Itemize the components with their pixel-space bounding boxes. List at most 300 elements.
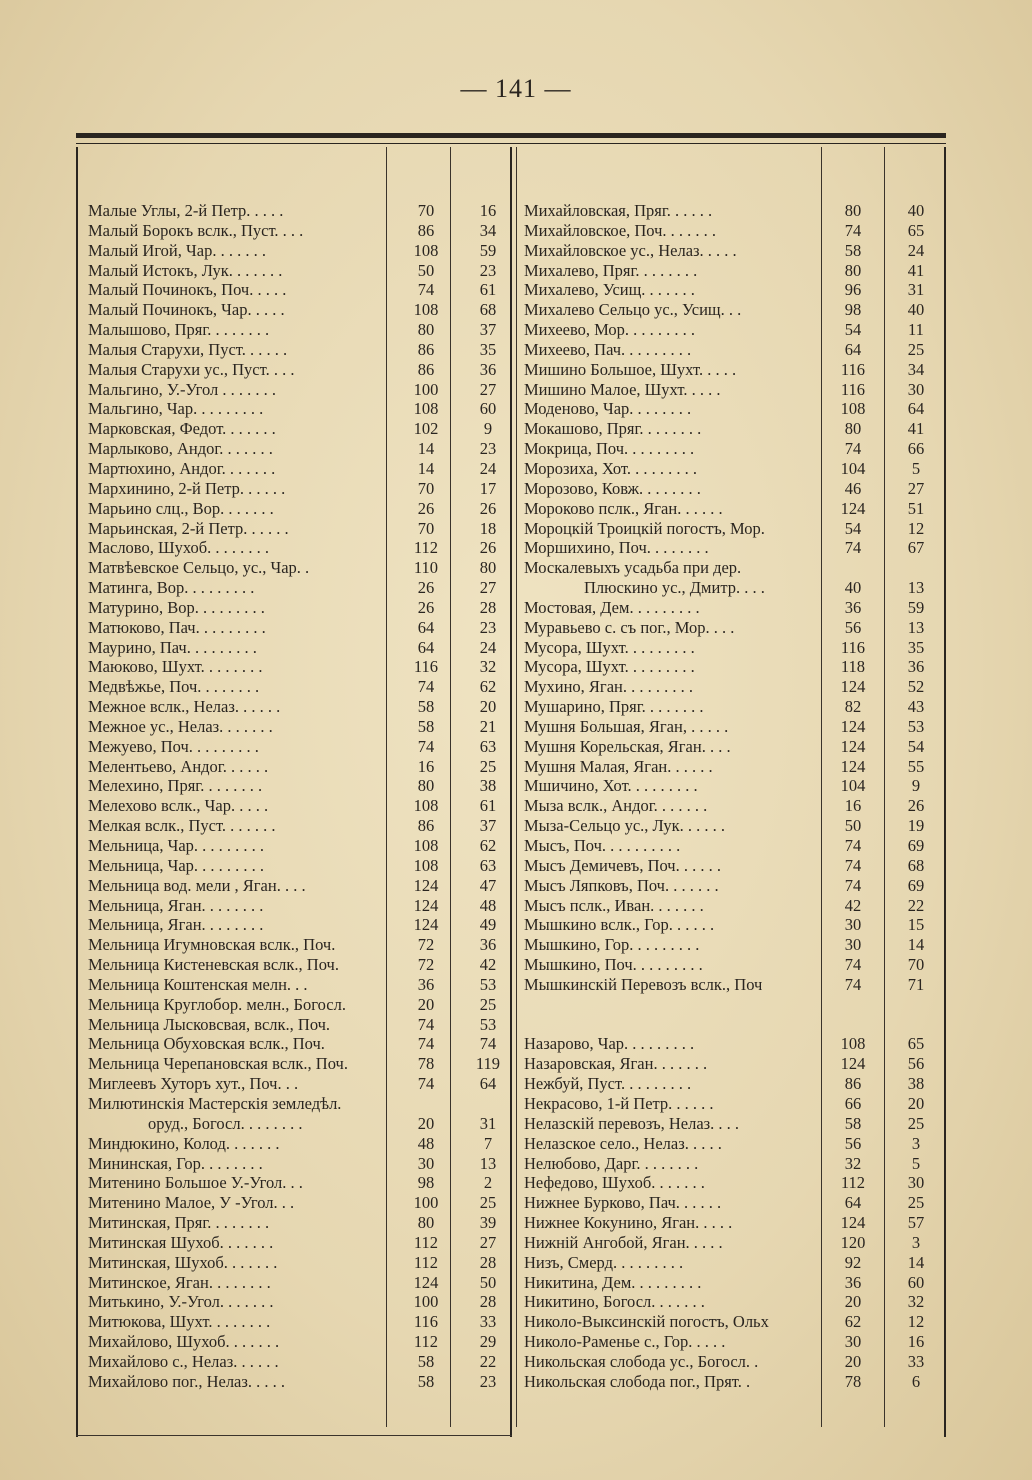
place-name: Марьино слц., Вор. . . . . . . — [88, 498, 274, 518]
place-name: Михалево, Пряг. . . . . . . . — [524, 260, 698, 280]
page-ref: 74 — [417, 280, 435, 300]
place-name: Маюково, Шухт. . . . . . . . — [88, 657, 263, 677]
entry-number: 32 — [479, 657, 497, 677]
entry-number: 62 — [479, 836, 497, 855]
page-ref: 72 — [417, 935, 435, 955]
entry-number: 11 — [908, 320, 924, 340]
entry-number: 27 — [479, 578, 497, 598]
entry-number: 24 — [907, 240, 925, 260]
page-ref: 124 — [413, 915, 439, 935]
place-name: Михайловская, Пряг. . . . . . — [524, 201, 713, 220]
place-name: Мушня Корельская, Яган. . . . — [524, 736, 731, 756]
page-ref: 120 — [840, 1232, 866, 1252]
page-ref: 70 — [417, 478, 435, 498]
place-name: Мелкая вслк., Пуст. . . . . . . — [88, 816, 276, 836]
place-name: Митенино Малое, У -Угол. . . — [88, 1193, 295, 1213]
page-ref: 116 — [840, 379, 866, 399]
place-name: Мысъ, Поч. . . . . . . . . . — [524, 836, 681, 855]
page-ref: 74 — [844, 875, 862, 895]
entry-number: 5 — [911, 1153, 921, 1173]
place-name: Нелюбово, Дарг. . . . . . . . — [524, 1153, 699, 1173]
page-ref: 100 — [413, 1193, 439, 1213]
page-ref: 112 — [413, 1232, 439, 1252]
place-name: Мостовая, Дем. . . . . . . . . — [524, 597, 700, 617]
page-ref: 86 — [417, 339, 435, 359]
place-name: Митенино Большое У.-Угол. . . — [88, 1173, 303, 1193]
page-ref: 14 — [417, 458, 435, 478]
entry-number: 63 — [479, 855, 497, 875]
place-name: Нижнее Кокунино, Яган. . . . . — [524, 1213, 733, 1233]
page-ref: 102 — [413, 419, 439, 439]
page-ref: 124 — [413, 895, 439, 915]
entry-number: 29 — [479, 1332, 497, 1352]
entry-number: 34 — [479, 220, 497, 240]
place-name: Низъ, Смерд. . . . . . . . . — [524, 1252, 684, 1272]
entry-number: 41 — [907, 260, 925, 280]
entry-number: 35 — [907, 637, 925, 657]
entry-number: 33 — [479, 1312, 497, 1332]
entry-number: 13 — [479, 1153, 497, 1173]
page-ref: 112 — [840, 1173, 866, 1193]
place-name: Митинская Шухоб. . . . . . . — [88, 1232, 274, 1252]
entry-number: 60 — [479, 399, 497, 419]
place-name: Мельница Игумновская вслк., Поч. — [88, 935, 336, 955]
entry-number: 16 — [479, 201, 497, 220]
place-name: Мокашово, Пряг. . . . . . . . — [524, 419, 702, 439]
page-ref: 100 — [413, 379, 439, 399]
page-ref: 50 — [844, 816, 862, 836]
page-ref: 110 — [413, 558, 439, 578]
place-name: Михеево, Пач. . . . . . . . . — [524, 339, 692, 359]
top-rule-thick — [76, 133, 946, 138]
column-divider — [821, 147, 822, 1427]
page-ref: 78 — [417, 1054, 435, 1074]
place-name: Межное вслк., Нелаз. . . . . . — [88, 697, 281, 717]
entry-number: 13 — [907, 617, 925, 637]
place-name: Михайлово, Шухоб. . . . . . . — [88, 1332, 280, 1352]
page-ref: 124 — [413, 1272, 439, 1292]
place-name: Межуево, Поч. . . . . . . . . — [88, 736, 259, 756]
entry-number: 60 — [907, 1272, 925, 1292]
page-ref: 58 — [417, 1351, 435, 1371]
page-ref: 124 — [840, 1213, 866, 1233]
place-name: Мысъ Демичевъ, Поч. . . . . . — [524, 855, 721, 875]
entry-number: 53 — [479, 974, 497, 994]
entry-number: 37 — [479, 320, 497, 340]
entry-number: 27 — [907, 478, 925, 498]
entry-number: 59 — [479, 240, 497, 260]
page-ref: 108 — [413, 240, 439, 260]
page-ref: 104 — [840, 458, 866, 478]
page-ref: 72 — [417, 955, 435, 975]
page-ref: 74 — [844, 439, 862, 459]
entry-number: 59 — [907, 597, 925, 617]
page-ref: 86 — [417, 359, 435, 379]
top-rule-thin — [76, 143, 946, 144]
place-name: Марковская, Федот. . . . . . . — [88, 419, 276, 439]
index-table — [76, 133, 946, 1439]
page-ref: 124 — [840, 498, 866, 518]
place-name: Мишино Большое, Шухт. . . . . — [524, 359, 737, 379]
place-name: Мельница Кистеневская вслк., Поч. — [88, 955, 339, 975]
entry-number: 2 — [483, 1173, 493, 1193]
column-divider — [884, 147, 885, 1427]
entry-number: 30 — [907, 379, 925, 399]
entry-number: 23 — [479, 1371, 497, 1391]
page-ref: 124 — [413, 875, 439, 895]
place-name: Мальгино, Чар. . . . . . . . . — [88, 399, 264, 419]
entry-number: 24 — [479, 637, 497, 657]
entry-number: 65 — [907, 220, 925, 240]
entry-number: 12 — [907, 518, 925, 538]
place-name: Малый Игой, Чар. . . . . . . — [88, 240, 266, 260]
place-name: Мышкинскій Перевозъ вслк., Поч — [524, 974, 763, 994]
place-name: Мусора, Шухт. . . . . . . . . — [524, 637, 695, 657]
entry-number: 23 — [479, 439, 497, 459]
entry-number: 20 — [479, 697, 497, 717]
page-ref: 124 — [840, 1054, 866, 1074]
page-ref: 74 — [417, 736, 435, 756]
page-ref: 30 — [844, 935, 862, 955]
entry-number: 27 — [479, 379, 497, 399]
entry-number: 23 — [479, 617, 497, 637]
entry-number: 55 — [907, 756, 925, 776]
entry-number: 80 — [479, 558, 497, 578]
entry-number: 51 — [907, 498, 925, 518]
page-ref: 40 — [844, 578, 862, 598]
entry-number: 5 — [911, 458, 921, 478]
page-ref: 112 — [413, 538, 439, 558]
page-ref: 48 — [417, 1133, 435, 1153]
entry-number: 43 — [907, 697, 925, 717]
entry-number: 40 — [907, 300, 925, 320]
place-name: Нижнее Бурково, Пач. . . . . . — [524, 1193, 722, 1213]
entry-number: 70 — [907, 955, 925, 975]
page-ref: 124 — [840, 756, 866, 776]
place-name: Мысъ Ляпковъ, Поч. . . . . . . — [524, 875, 719, 895]
page-ref: 100 — [413, 1292, 439, 1312]
entry-number: 50 — [479, 1272, 497, 1292]
place-name: Межное ус., Нелаз. . . . . . . — [88, 716, 273, 736]
place-name: Мысъ пслк., Иван. . . . . . . — [524, 895, 704, 915]
page-ref: 86 — [417, 220, 435, 240]
page-ref: 54 — [844, 320, 862, 340]
entry-number: 30 — [907, 1173, 925, 1193]
entry-number: 65 — [907, 1034, 925, 1054]
entry-number: 25 — [907, 1193, 925, 1213]
page-ref: 64 — [844, 339, 862, 359]
entry-number: 74 — [479, 1034, 497, 1054]
page-ref: 98 — [844, 300, 862, 320]
place-name: Муравьево с. съ пог., Мор. . . . — [524, 617, 735, 637]
page-ref: 80 — [417, 320, 435, 340]
entry-number: 17 — [479, 478, 497, 498]
page-ref: 54 — [844, 518, 862, 538]
page-ref: 74 — [844, 836, 862, 855]
place-name: Малыя Старухи ус., Пуст. . . . — [88, 359, 295, 379]
entry-number: 48 — [479, 895, 497, 915]
entry-number: 35 — [479, 339, 497, 359]
page-ref: 124 — [840, 716, 866, 736]
page-ref: 74 — [844, 955, 862, 975]
page-ref: 70 — [417, 518, 435, 538]
entry-number: 36 — [479, 935, 497, 955]
page-ref: 108 — [413, 855, 439, 875]
place-name: Мартюхино, Андог. . . . . . . — [88, 458, 276, 478]
entry-number: 67 — [907, 538, 925, 558]
page-ref: 92 — [844, 1252, 862, 1272]
place-name: Мыза-Сельцо ус., Лук. . . . . . — [524, 816, 725, 836]
place-name: оруд., Богосл. . . . . . . . — [148, 1113, 303, 1133]
entry-number: 32 — [907, 1292, 925, 1312]
page-ref: 112 — [413, 1252, 439, 1272]
page-ref: 30 — [844, 1332, 862, 1352]
place-name: Мелентьево, Андог. . . . . . — [88, 756, 269, 776]
place-name: Малый Починокъ, Поч. . . . . — [88, 280, 287, 300]
page-ref: 56 — [844, 1133, 862, 1153]
page-ref: 26 — [417, 597, 435, 617]
place-name: Малышово, Пряг. . . . . . . . — [88, 320, 270, 340]
place-name: Моршихино, Поч. . . . . . . . — [524, 538, 709, 558]
entry-number: 28 — [479, 1292, 497, 1312]
place-name: Матинга, Вор. . . . . . . . . — [88, 578, 255, 598]
entry-number: 14 — [907, 935, 925, 955]
place-name: Мышкино, Гор. . . . . . . . . — [524, 935, 700, 955]
entry-number: 25 — [479, 994, 497, 1014]
entry-number: 42 — [479, 955, 497, 975]
entry-number: 26 — [907, 796, 925, 816]
place-name: Нелазское село., Нелаз. . . . . — [524, 1133, 722, 1153]
page-ref: 74 — [844, 538, 862, 558]
page-ref: 108 — [840, 399, 866, 419]
page-ref: 16 — [844, 796, 862, 816]
entry-number: 53 — [479, 1014, 497, 1034]
entry-number: 28 — [479, 597, 497, 617]
entry-number: 36 — [907, 657, 925, 677]
place-name: Мельница вод. мели , Яган. . . . — [88, 875, 306, 895]
page-ref: 124 — [840, 736, 866, 756]
page-ref: 66 — [844, 1093, 862, 1113]
table-left-border — [76, 147, 78, 1437]
entry-number: 25 — [479, 1193, 497, 1213]
entry-number: 66 — [907, 439, 925, 459]
page-ref: 108 — [413, 399, 439, 419]
place-name: Морозиха, Хот. . . . . . . . . — [524, 458, 697, 478]
page-ref: 80 — [417, 776, 435, 796]
place-name: Малые Углы, 2-й Петр. . . . . — [88, 201, 284, 220]
place-name: Никитина, Дем. . . . . . . . . — [524, 1272, 702, 1292]
place-name: Маурино, Пач. . . . . . . . . — [88, 637, 257, 657]
place-name: Моденово, Чар. . . . . . . . — [524, 399, 692, 419]
place-name: Марьинская, 2-й Петр. . . . . . — [88, 518, 289, 538]
place-name: Мелехино, Пряг. . . . . . . . — [88, 776, 263, 796]
page-ref: 36 — [844, 597, 862, 617]
page-ref: 74 — [844, 974, 862, 994]
entry-number: 68 — [479, 300, 497, 320]
place-name: Мининская, Гор. . . . . . . . — [88, 1153, 263, 1173]
place-name: Мушарино, Пряг. . . . . . . . — [524, 697, 704, 717]
place-name: Мелехово вслк., Чар. . . . . — [88, 796, 269, 816]
page-ref: 58 — [417, 1371, 435, 1391]
page-ref: 58 — [844, 240, 862, 260]
place-name: Малый Борокъ вслк., Пуст. . . . — [88, 220, 304, 240]
entry-number: 62 — [479, 677, 497, 697]
page-ref: 50 — [417, 260, 435, 280]
entry-number: 33 — [907, 1351, 925, 1371]
place-name: Москалевыхъ усадьба при дер. — [524, 558, 742, 578]
page-ref: 20 — [844, 1351, 862, 1371]
place-name: Мороцкій Троицкій погостъ, Мор. — [524, 518, 765, 538]
place-name: Мельница Коштенская мелн. . . — [88, 974, 308, 994]
place-name: Нежбуй, Пуст. . . . . . . . . — [524, 1074, 692, 1094]
page-ref: 108 — [413, 300, 439, 320]
entry-number: 69 — [907, 836, 925, 855]
page-ref: 112 — [413, 1332, 439, 1352]
place-name: Некрасово, 1-й Петр. . . . . . — [524, 1093, 714, 1113]
place-name: Мороково пслк., Яган. . . . . . — [524, 498, 723, 518]
entry-number: 31 — [479, 1113, 497, 1133]
page-ref: 58 — [417, 716, 435, 736]
place-name: Михалево Сельцо ус., Усищ. . . — [524, 300, 742, 320]
place-name: Мышкино, Поч. . . . . . . . . — [524, 955, 703, 975]
page-ref: 42 — [844, 895, 862, 915]
place-name: Нижній Ангобой, Яган. . . . . — [524, 1232, 723, 1252]
entry-number: 54 — [907, 736, 925, 756]
entry-number: 14 — [907, 1252, 925, 1272]
place-name: Никитино, Богосл. . . . . . . — [524, 1292, 705, 1312]
entry-number: 9 — [483, 419, 493, 439]
entry-number: 26 — [479, 538, 497, 558]
place-name: Матурино, Вор. . . . . . . . . — [88, 597, 265, 617]
page-ref: 32 — [844, 1153, 862, 1173]
place-name: Мельница, Яган. . . . . . . . — [88, 895, 264, 915]
page-ref: 64 — [417, 617, 435, 637]
place-name: Мыза вслк., Андог. . . . . . . — [524, 796, 708, 816]
entry-number: 61 — [479, 280, 497, 300]
entry-number: 3 — [911, 1133, 921, 1153]
entry-number: 39 — [479, 1213, 497, 1233]
page-ref: 116 — [413, 657, 439, 677]
entry-number: 23 — [479, 260, 497, 280]
place-name: Михайловское ус., Нелаз. . . . . — [524, 240, 737, 260]
entry-number: 38 — [907, 1074, 925, 1094]
entry-number: 24 — [479, 458, 497, 478]
place-name: Николо-Выксинскій погостъ, Ольх — [524, 1312, 769, 1332]
entry-number: 63 — [479, 736, 497, 756]
place-name: Мшичино, Хот. . . . . . . . . — [524, 776, 698, 796]
entry-number: 31 — [907, 280, 925, 300]
place-name: Мельница, Яган. . . . . . . . — [88, 915, 264, 935]
page-ref: 62 — [844, 1312, 862, 1332]
entry-number: 40 — [907, 201, 925, 220]
entry-number: 47 — [479, 875, 497, 895]
place-name: Маслово, Шухоб. . . . . . . . — [88, 538, 270, 558]
entry-number: 15 — [907, 915, 925, 935]
page-ref: 14 — [417, 439, 435, 459]
entry-number: 41 — [907, 419, 925, 439]
entry-number: 53 — [907, 716, 925, 736]
place-name: Никольская слобода ус., Богосл. . — [524, 1351, 759, 1371]
entry-number: 16 — [907, 1332, 925, 1352]
page-ref: 74 — [417, 677, 435, 697]
page-ref: 86 — [417, 816, 435, 836]
place-name: Мушня Малая, Яган. . . . . . — [524, 756, 713, 776]
place-name: Митинская, Шухоб. . . . . . . — [88, 1252, 278, 1272]
place-name: Матвѣевское Сельцо, ус., Чар. . — [88, 558, 310, 578]
entry-number: 20 — [907, 1093, 925, 1113]
page-ref: 70 — [417, 201, 435, 220]
entry-number: 56 — [907, 1054, 925, 1074]
page-ref: 80 — [844, 201, 862, 220]
entry-number: 69 — [907, 875, 925, 895]
place-name: Морозово, Ковж. . . . . . . . — [524, 478, 701, 498]
entry-number: 36 — [479, 359, 497, 379]
page-ref: 96 — [844, 280, 862, 300]
entry-number: 64 — [479, 1074, 497, 1094]
place-name: Михайловское, Поч. . . . . . . — [524, 220, 717, 240]
entry-number: 13 — [907, 578, 925, 598]
place-name: Мальгино, У.-Угол . . . . . . . — [88, 379, 277, 399]
column-divider — [386, 147, 387, 1427]
page-ref: 74 — [417, 1034, 435, 1054]
entry-number: 37 — [479, 816, 497, 836]
page-ref: 74 — [844, 855, 862, 875]
page-ref: 46 — [844, 478, 862, 498]
page-ref: 86 — [844, 1074, 862, 1094]
entry-number: 3 — [911, 1232, 921, 1252]
page-ref: 118 — [840, 657, 866, 677]
place-name: Мельница, Чар. . . . . . . . . — [88, 855, 265, 875]
place-name: Мельница Круглобор. мелн., Богосл. — [88, 994, 346, 1014]
page-ref: 78 — [844, 1371, 862, 1391]
place-name: Малый Истокъ, Лук. . . . . . . — [88, 260, 283, 280]
place-name: Мельница Обуховская вслк., Поч. — [88, 1034, 325, 1054]
page-ref: 20 — [844, 1292, 862, 1312]
place-name: Мельница Лысковсвая, вслк., Поч. — [88, 1014, 331, 1034]
entry-number: 25 — [907, 1113, 925, 1133]
page-ref: 26 — [417, 578, 435, 598]
page-ref: 108 — [840, 1034, 866, 1054]
bottom-rule — [76, 1435, 512, 1436]
entry-number: 18 — [479, 518, 497, 538]
page-ref: 124 — [840, 677, 866, 697]
place-name: Матюково, Пач. . . . . . . . . — [88, 617, 266, 637]
entry-number: 9 — [911, 776, 921, 796]
page-ref: 108 — [413, 796, 439, 816]
place-name: Мархинино, 2-й Петр. . . . . . — [88, 478, 286, 498]
place-name: Миндюкино, Колод. . . . . . . — [88, 1133, 280, 1153]
entry-number: 49 — [479, 915, 497, 935]
page-ref: 108 — [413, 836, 439, 855]
place-name: Митькино, У.-Угол. . . . . . . — [88, 1292, 274, 1312]
entry-number: 34 — [907, 359, 925, 379]
place-name: Плюскино ус., Дмитр. . . . — [584, 578, 765, 598]
place-name: Николо-Раменье с., Гор. . . . . — [524, 1332, 726, 1352]
page-ref: 20 — [417, 1113, 435, 1133]
place-name: Никольская слобода пог., Прят. . — [524, 1371, 751, 1391]
page-ref: 58 — [417, 697, 435, 717]
place-name: Михалево, Усищ. . . . . . . — [524, 280, 695, 300]
place-name: Малый Починокъ, Чар. . . . . — [88, 300, 285, 320]
page-ref: 82 — [844, 697, 862, 717]
page-ref: 56 — [844, 617, 862, 637]
place-name: Митинское, Яган. . . . . . . . — [88, 1272, 271, 1292]
entry-number: 22 — [907, 895, 925, 915]
entry-number: 28 — [479, 1252, 497, 1272]
page-ref: 104 — [840, 776, 866, 796]
page-ref: 64 — [417, 637, 435, 657]
page-ref: 30 — [417, 1153, 435, 1173]
